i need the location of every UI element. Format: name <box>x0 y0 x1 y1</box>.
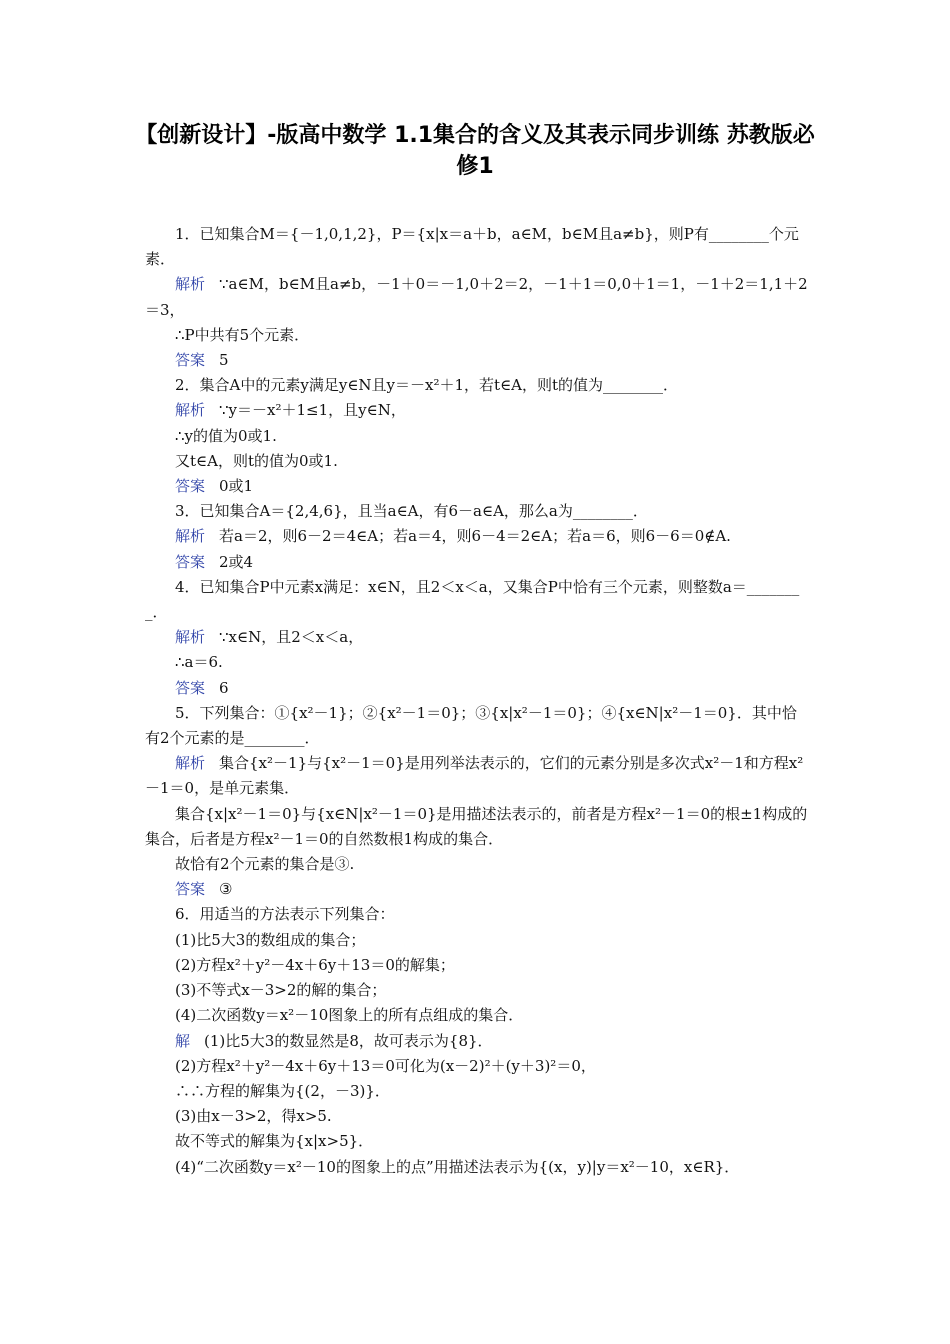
analysis-label: 解析 <box>175 401 206 420</box>
question-4-answer <box>145 676 810 701</box>
analysis-text: ∵y＝－x²＋1≤1，且y∈N， <box>219 401 406 420</box>
question-2-answer <box>145 474 810 499</box>
analysis-text: 又t∈A，则t的值为0或1. <box>175 451 338 470</box>
question-5-answer <box>145 877 810 902</box>
question-6-solution <box>145 1029 810 1054</box>
answer-text: ③ <box>219 880 233 899</box>
solution-text: (4)“二次函数y＝x²－10的图象上的点”用描述法表示为{(x，y)|y＝x²－10，x∈R}． <box>175 1157 740 1176</box>
analysis-text: ∵a∈M，b∈M且a≠b，－1＋0＝－1,0＋2＝2，－1＋1＝0,0＋1＝1，－1＋2＝1,1＋2＝3， <box>145 275 808 319</box>
question-6-sub-1: (1)比5大3的数组成的集合； <box>175 930 366 949</box>
question-1-analysis <box>145 272 810 322</box>
answer-label: 答案 <box>175 880 206 899</box>
analysis-label: 解析 <box>175 754 206 773</box>
analysis-label: 解析 <box>175 275 206 294</box>
question-4-stem: 4．已知集合P中元素x满足：x∈N，且2＜x＜a，又集合P中恰有三个元素，则整数a＝________． <box>145 577 800 622</box>
analysis-text: ∴a＝6. <box>175 653 223 672</box>
question-3-analysis <box>145 524 810 549</box>
analysis-text: 故恰有2个元素的集合是③. <box>175 855 355 874</box>
question-3-answer <box>145 550 810 575</box>
analysis-text: 集合{x|x²－1＝0}与{x∈N|x²－1＝0}是用描述法表示的，前者是方程x²－1＝0的根±1构成的集合，后者是方程x²－1＝0的自然数根1构成的集合． <box>145 804 808 848</box>
question-6-sub-4: (4)二次函数y＝x²－10图象上的所有点组成的集合． <box>175 1006 524 1025</box>
question-1-answer <box>145 348 810 373</box>
question-5-analysis <box>145 751 810 801</box>
answer-label: 答案 <box>175 351 206 370</box>
solution-text: 故不等式的解集为{x|x>5}． <box>175 1132 374 1151</box>
question-6-sub-2: (2)方程x²＋y²－4x＋6y＋13＝0的解集； <box>175 955 455 974</box>
answer-text: 6 <box>219 678 229 697</box>
solution-text: (2)方程x²＋y²－4x＋6y＋13＝0可化为(x－2)²＋(y＋3)²＝0， <box>175 1056 596 1075</box>
analysis-text: 若a＝2，则6－2＝4∈A；若a＝4，则6－4＝2∈A；若a＝6，则6－6＝0∉A. <box>219 527 731 546</box>
analysis-label: 解析 <box>175 628 206 647</box>
answer-text: 5 <box>219 351 229 370</box>
document-title: 【创新设计】-版高中数学 1.1集合的含义及其表示同步训练 苏教版必修1 <box>135 123 815 179</box>
answer-label: 答案 <box>175 477 206 496</box>
analysis-text: ∵x∈N，且2＜x＜a， <box>219 628 364 647</box>
analysis-label: 解析 <box>175 527 206 546</box>
answer-text: 2或4 <box>219 552 254 571</box>
answer-label: 答案 <box>175 552 206 571</box>
question-2-stem: 2．集合A中的元素y满足y∈N且y＝－x²＋1，若t∈A，则t的值为________． <box>175 376 679 395</box>
question-3-stem: 3．已知集合A＝{2,4,6}，且当a∈A，有6－a∈A，那么a为________． <box>175 502 648 521</box>
solution-text: (3)由x－3>2，得x>5. <box>175 1107 332 1126</box>
question-1-stem: 1．已知集合M＝{－1,0,1,2}，P＝{x|x＝a＋b，a∈M，b∈M且a≠b}，则P有________个元素． <box>145 225 799 269</box>
document-body <box>145 222 810 1180</box>
analysis-text: 集合{x²－1}与{x²－1＝0}是用列举法表示的，它们的元素分别是多次式x²－1和方程x²－1＝0，是单元素集． <box>145 754 804 798</box>
question-2-analysis <box>145 398 810 423</box>
question-5-stem: 5．下列集合：①{x²－1}；②{x²－1＝0}；③{x|x²－1＝0}；④{x∈N|x²－1＝0}．其中恰有2个元素的是________． <box>145 703 797 748</box>
analysis-text: ∴P中共有5个元素． <box>175 325 310 344</box>
answer-text: 0或1 <box>219 477 254 496</box>
solution-text: (1)比5大3的数显然是8，故可表示为{8}． <box>204 1031 493 1050</box>
solution-label: 解 <box>175 1031 191 1050</box>
question-4-analysis <box>145 625 810 650</box>
question-6-stem: 6．用适当的方法表示下列集合： <box>175 905 395 924</box>
answer-label: 答案 <box>175 678 206 697</box>
analysis-text: ∴y的值为0或1. <box>175 426 277 445</box>
question-6-sub-3: (3)不等式x－3>2的解的集合； <box>175 981 387 1000</box>
solution-text: ∴∴方程的解集为{(2，－3)}． <box>175 1081 390 1100</box>
